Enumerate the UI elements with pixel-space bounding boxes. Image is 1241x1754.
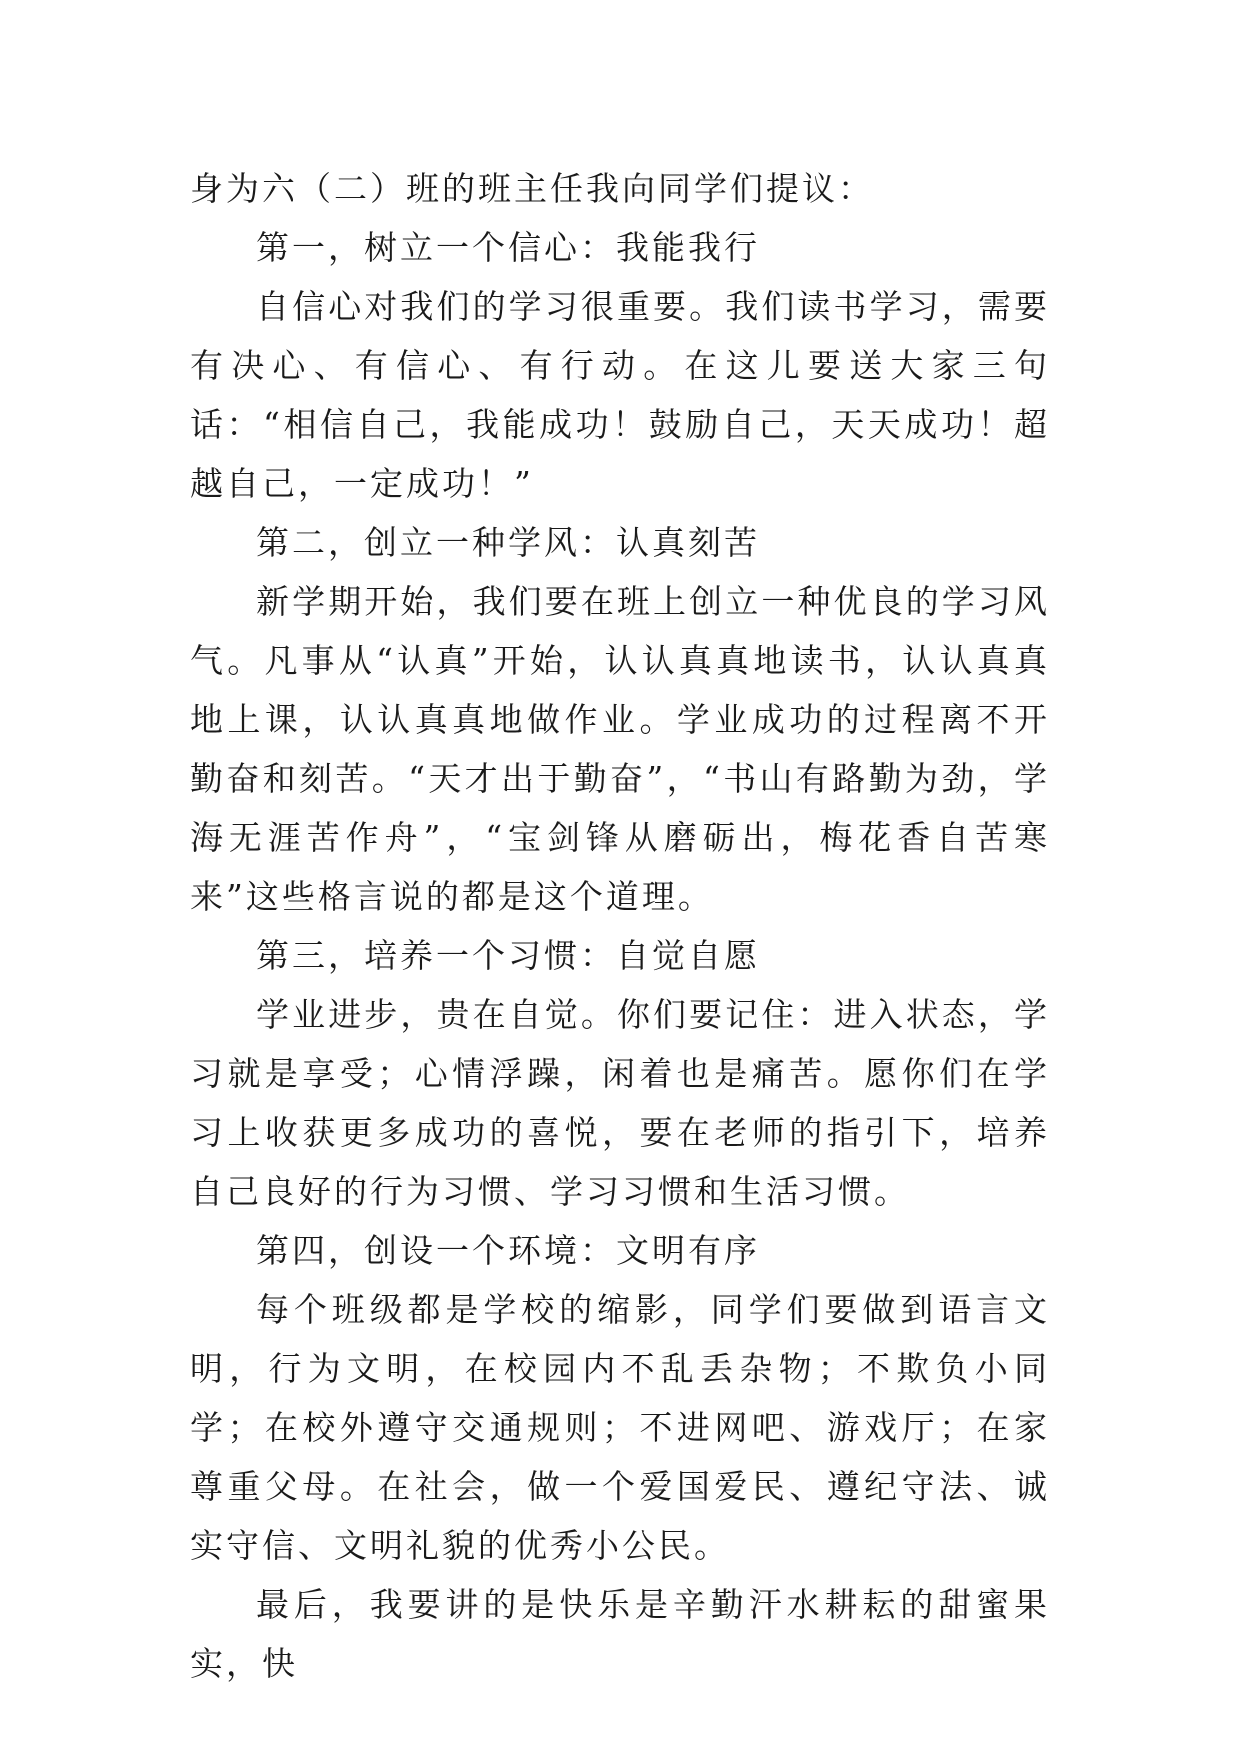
section-heading-1: 第一，树立一个信心：我能我行 bbox=[256, 228, 760, 267]
closing-paragraph: 最后，我要讲的是快乐是辛勤汗水耕耘的甜蜜果实，快 bbox=[190, 1585, 1050, 1683]
section-body-1: 自信心对我们的学习很重要。我们读书学习，需要有决心、有信心、有行动。在这儿要送大家三句话：“相信自己，我能成功！鼓励自己，天天成功！超越自己，一定成功！” bbox=[190, 287, 1050, 503]
opening-paragraph: 身为六（二）班的班主任我向同学们提议： bbox=[190, 169, 874, 208]
section-body-4: 每个班级都是学校的缩影，同学们要做到语言文明，行为文明，在校园内不乱丢杂物；不欺负小同学；在校外遵守交通规则；不进网吧、游戏厅；在家尊重父母。在社会，做一个爱国爱民、遵纪守法、诚实守信、文明礼貌的优秀小公民。 bbox=[190, 1290, 1050, 1565]
document-body bbox=[190, 159, 1050, 1693]
section-heading-2: 第二，创立一种学风：认真刻苦 bbox=[256, 523, 760, 562]
section-body-2: 新学期开始，我们要在班上创立一种优良的学习风气。凡事从“认真”开始，认认真真地读书，认认真真地上课，认认真真地做作业。学业成功的过程离不开勤奋和刻苦。“天才出于勤奋”，“书山有路勤为劲，学海无涯苦作舟”，“宝剑锋从磨砺出，梅花香自苦寒来”这些格言说的都是这个道理。 bbox=[190, 582, 1050, 916]
section-heading-3: 第三，培养一个习惯：自觉自愿 bbox=[256, 936, 760, 975]
section-heading-4: 第四，创设一个环境：文明有序 bbox=[256, 1231, 760, 1270]
section-body-3: 学业进步，贵在自觉。你们要记住：进入状态，学习就是享受；心情浮躁，闲着也是痛苦。愿你们在学习上收获更多成功的喜悦，要在老师的指引下，培养自己良好的行为习惯、学习习惯和生活习惯。 bbox=[190, 995, 1050, 1211]
